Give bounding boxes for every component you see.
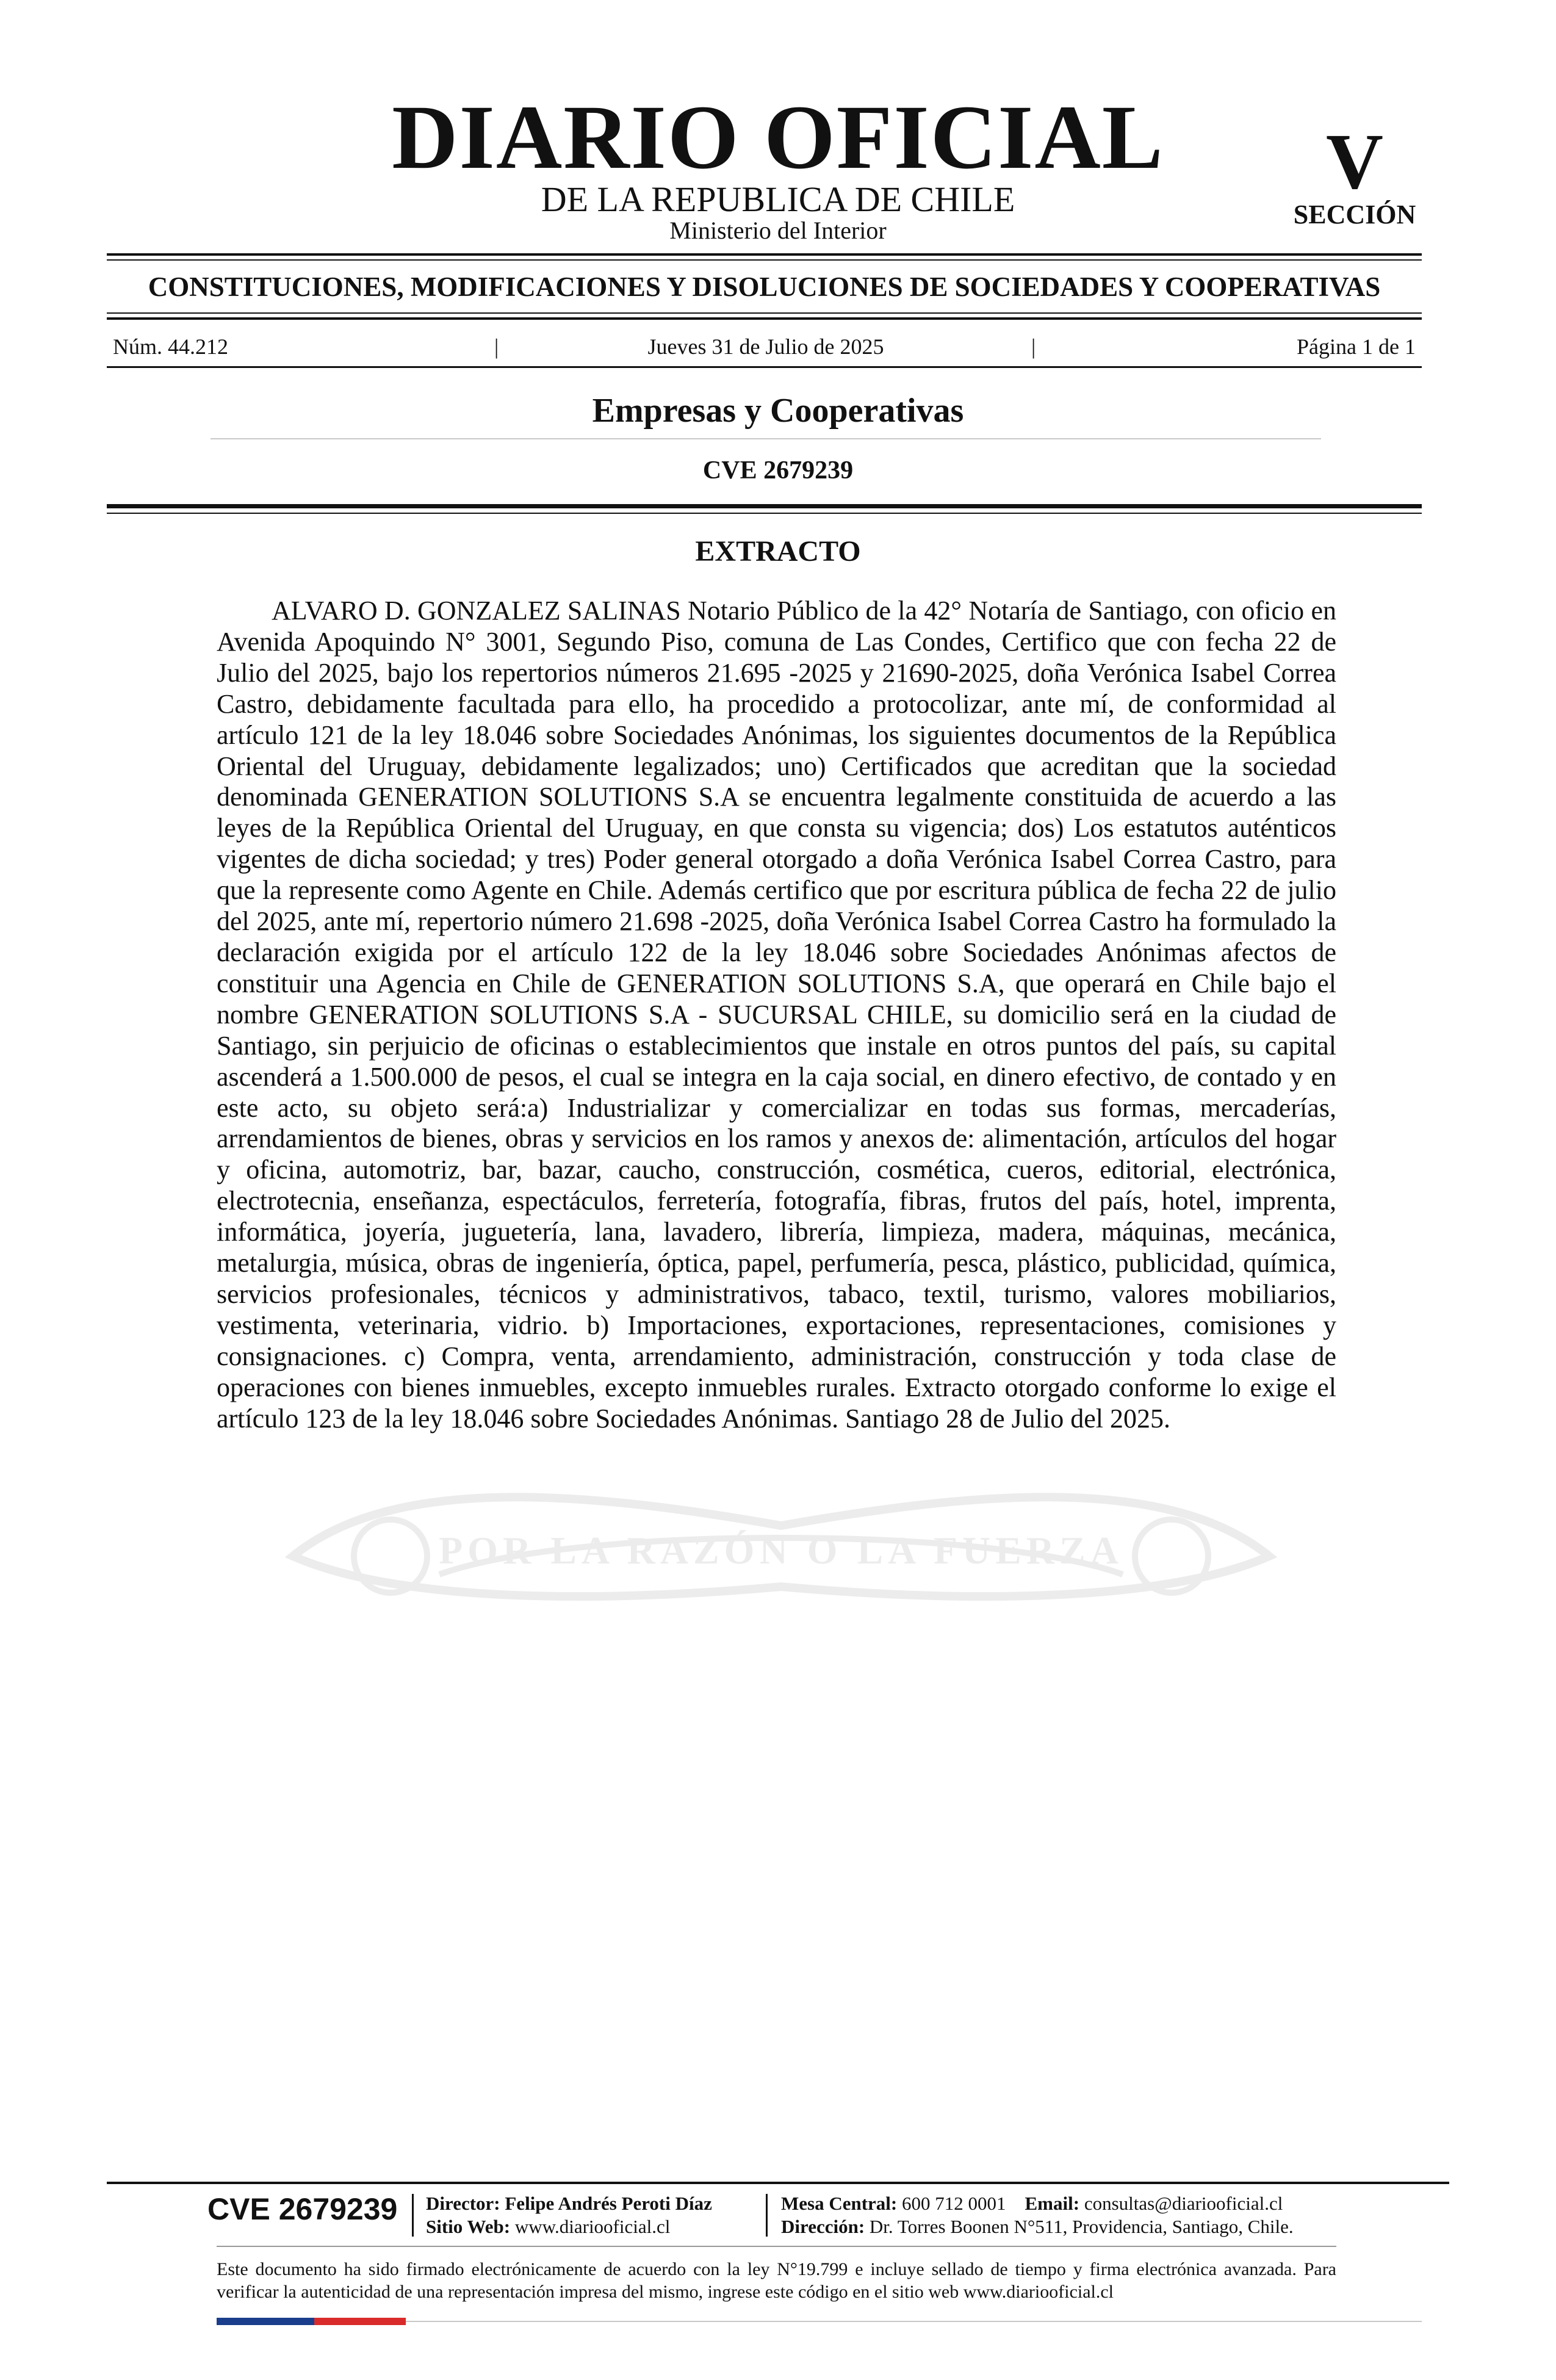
flag-bar-blue [217,2318,314,2325]
content-rule-thin [107,513,1422,514]
banner-rule-thick [107,317,1422,320]
meta-separator: | [494,334,499,359]
banner-rule [107,312,1422,314]
section-word: SECCIÓN [1293,200,1416,229]
watermark-motto: POR LA RAZÓN O LA FUERZA [439,1529,1123,1572]
masthead-subtitle: DE LA REPUBLICA DE CHILE [541,179,1015,219]
footer-contact [781,2192,1283,2215]
category-rule [211,438,1321,439]
cve-code: CVE 2679239 [702,456,854,485]
extract-body: ALVARO D. GONZALEZ SALINAS Notario Público de la 42° Notaría de Santiago, con oficio en Avenida Apoquindo N° 3001, Segundo Piso, comuna de Las Condes, Certifico que con fecha 22 de Julio del 2025, bajo los repertorios números 21.695 -2025 y 21690-2025, doña Verónica Isabel Correa Castro, debidamente facultada para ello, ha procedido a protocolizar, ante mí, de conformidad al artículo 121 de la ley 18.046 sobre Sociedades Anónimas, los siguientes documentos de la República Oriental del Uruguay, debidamente legalizados; uno) Certificados que acreditan que la sociedad denominada GENERATION SOLUTIONS S.A se encuentra legalmente constituida de acuerdo a las leyes de la República Oriental del Uruguay, en que consta su vigencia; dos) Los estatutos auténticos vigentes de dicha sociedad; y tres) Poder general otorgado a doña Verónica Isabel Correa Castro, para que la represente como Agente en Chile. Además certifico que por escritura pública de fecha 22 de julio del 2025, ante mí, repertorio número 21.698 -2025, doña Verónica Isabel Correa Castro ha formulado la declaración exigida por el artículo 122 de la ley 18.046 sobre Sociedades Anónimas afectos de constituir una Agencia en Chile de GENERATION SOLUTIONS S.A, que operará en Chile bajo el nombre GENERATION SOLUTIONS S.A - SUCURSAL CHILE, su domicilio será en la ciudad de Santiago, sin perjuicio de oficinas o establecimientos que instale en otros puntos del país, su capital ascenderá a 1.500.000 de pesos, el cual se integra en la caja social, en dinero efectivo, de contado y en este acto, su objeto será:a) Industrializar y comercializar en todas sus formas, mercaderías, arrendamientos de bienes, obras y servicios en los ramos y anexos de: alimentación, artículos del hogar y oficina, automotriz, bar, bazar, caucho, construcción, cosmética, cueros, editorial, electrónica, electrotecnia, enseñanza, espectáculos, ferretería, fotografía, fibras, frutos del país, hotel, imprenta, informática, joyería, juguetería, lana, lavadero, librería, limpieza, madera, máquinas, mecánica, metalurgia, música, obras de ingeniería, óptica, papel, perfumería, pesca, plástico, publicidad, química, servicios profesionales, técnicos y administrativos, tabaco, textil, turismo, valores mobiliarios, vestimenta, veterinaria, vidrio. b) Importaciones, exportaciones, representaciones, comisiones y consignaciones. c) Compra, venta, arrendamiento, administración, construcción y toda clase de operaciones con bienes inmuebles, excepto inmuebles rurales. Extracto otorgado conforme lo exige el artículo 123 de la ley 18.046 sobre Sociedades Anónimas. Santiago 28 de Julio del 2025. [217,596,1336,1433]
masthead-title: DIARIO OFICIAL [392,87,1164,188]
footer-legal-notice: Este documento ha sido firmado electrónicamente de acuerdo con la ley N°19.799 e incluye sellado de tiempo y firma electrónica avanzada. Para verificar la autenticidad de una representación impresa del mismo, ingrese este código en el sitio web www.diariooficial.cl [217,2259,1336,2302]
address-label: Dirección: [781,2216,865,2237]
site-link[interactable]: www.diariooficial.cl [514,2216,671,2237]
meta-rule [107,366,1422,368]
director-label: Director: [426,2193,500,2214]
top-rule-thin [107,259,1422,261]
extract-heading: EXTRACTO [695,535,861,568]
page-indicator: Página 1 de 1 [1297,334,1416,359]
email-label: Email: [1025,2193,1080,2214]
flag-bar-red [314,2318,406,2325]
footer-rule [107,2182,1449,2184]
section-letter: V [1326,118,1383,206]
content-rule-thick [107,504,1422,508]
footer-site [426,2215,670,2238]
footer-director [426,2192,712,2215]
director-value: Felipe Andrés Peroti Díaz [505,2193,712,2214]
footer-address [781,2215,1294,2238]
section-banner: CONSTITUCIONES, MODIFICACIONES Y DISOLUCIONES DE SOCIEDADES Y COOPERATIVAS [148,272,1381,302]
email-link[interactable]: consultas@diariooficial.cl [1084,2193,1283,2214]
issue-date: Jueves 31 de Julio de 2025 [647,334,884,359]
coat-of-arms-watermark [207,1404,1355,1660]
flag-bar-gray [406,2321,1422,2322]
mesa-value: 600 712 0001 [902,2193,1006,2214]
site-label: Sitio Web: [426,2216,511,2237]
footer-divider [766,2194,768,2237]
footer-divider [412,2194,414,2237]
top-rule [107,253,1422,256]
footer-cve: CVE 2679239 [207,2192,398,2226]
category-title: Empresas y Cooperativas [592,392,964,430]
meta-separator: | [1031,334,1036,359]
address-value: Dr. Torres Boonen N°511, Providencia, Santiago, Chile. [869,2216,1294,2237]
mesa-label: Mesa Central: [781,2193,898,2214]
issue-number: Núm. 44.212 [113,334,228,359]
masthead-ministry: Ministerio del Interior [669,217,887,244]
footer-thin-rule [217,2246,1336,2247]
